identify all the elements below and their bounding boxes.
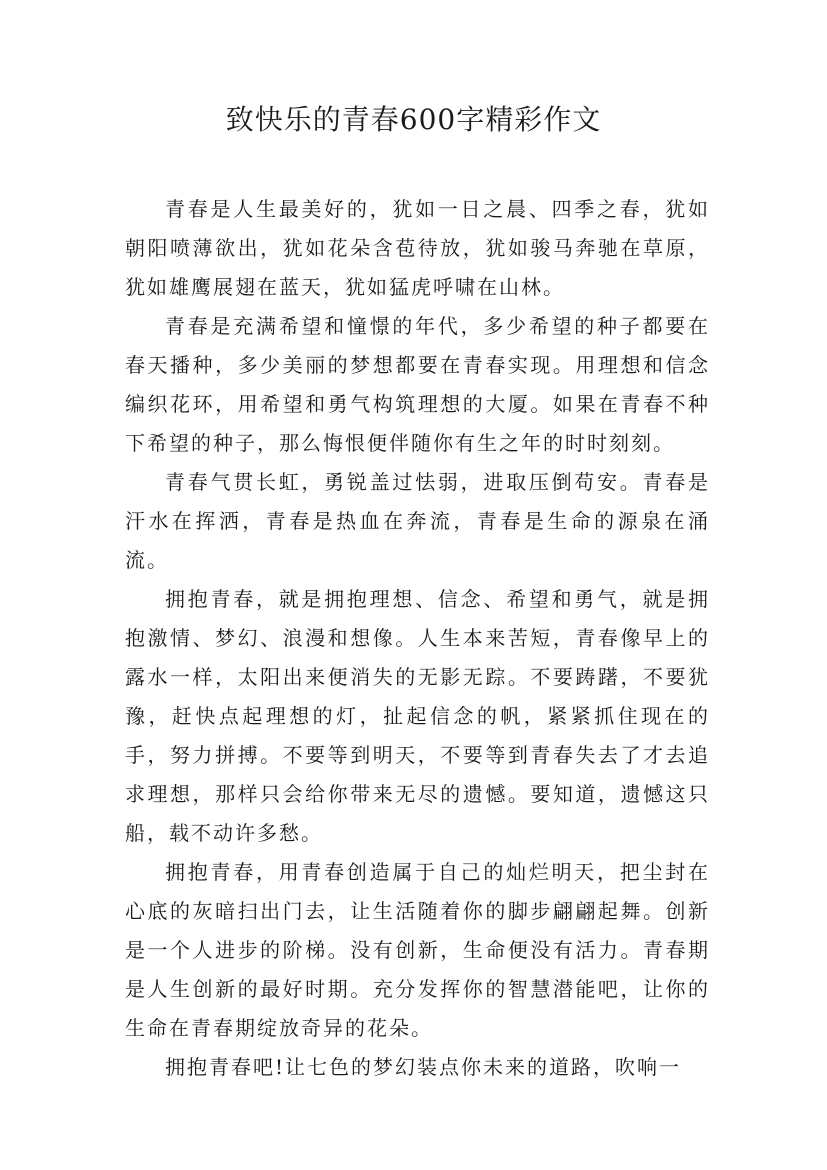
paragraph: 拥抱青春，用青春创造属于自己的灿烂明天，把尘封在心底的灰暗扫出门去，让生活随着你的脚步翩翩起舞。创新是一个人进步的阶梯。没有创新，生命便没有活力。青春期是人生创新的最好时期。充分发挥你的智慧潜能吧，让你的生命在青春期绽放奇异的花朵。: [125, 860, 710, 1040]
document-body: [125, 190, 710, 1087]
paragraph: 拥抱青春，就是拥抱理想、信念、希望和勇气，就是拥抱激情、梦幻、浪漫和想像。人生本来苦短，青春像早上的露水一样，太阳出来便消失的无影无踪。不要踌躇，不要犹豫，赶快点起理想的灯，扯起信念的帆，紧紧抓住现在的手，努力拼搏。不要等到明天，不要等到青春失去了才去追求理想，那样只会给你带来无尽的遗憾。要知道，遗憾这只船，载不动许多愁。: [125, 587, 710, 845]
paragraph: 青春是充满希望和憧憬的年代，多少希望的种子都要在春天播种，多少美丽的梦想都要在青春实现。用理想和信念编织花环，用希望和勇气构筑理想的大厦。如果在青春不种下希望的种子，那么悔恨便伴随你有生之年的时时刻刻。: [125, 314, 710, 455]
paragraph: 青春是人生最美好的，犹如一日之晨、四季之春，犹如朝阳喷薄欲出，犹如花朵含苞待放，犹如骏马奔驰在草原，犹如雄鹰展翅在蓝天，犹如猛虎呼啸在山林。: [125, 197, 710, 299]
paragraph: 拥抱青春吧!让七色的梦幻装点你未来的道路，吹响一: [165, 1055, 682, 1079]
paragraph: 青春气贯长虹，勇锐盖过怯弱，进取压倒苟安。青春是汗水在挥洒，青春是热血在奔流，青春是生命的源泉在涌流。: [125, 470, 710, 572]
document-title: 致快乐的青春600字精彩作文: [225, 103, 602, 136]
